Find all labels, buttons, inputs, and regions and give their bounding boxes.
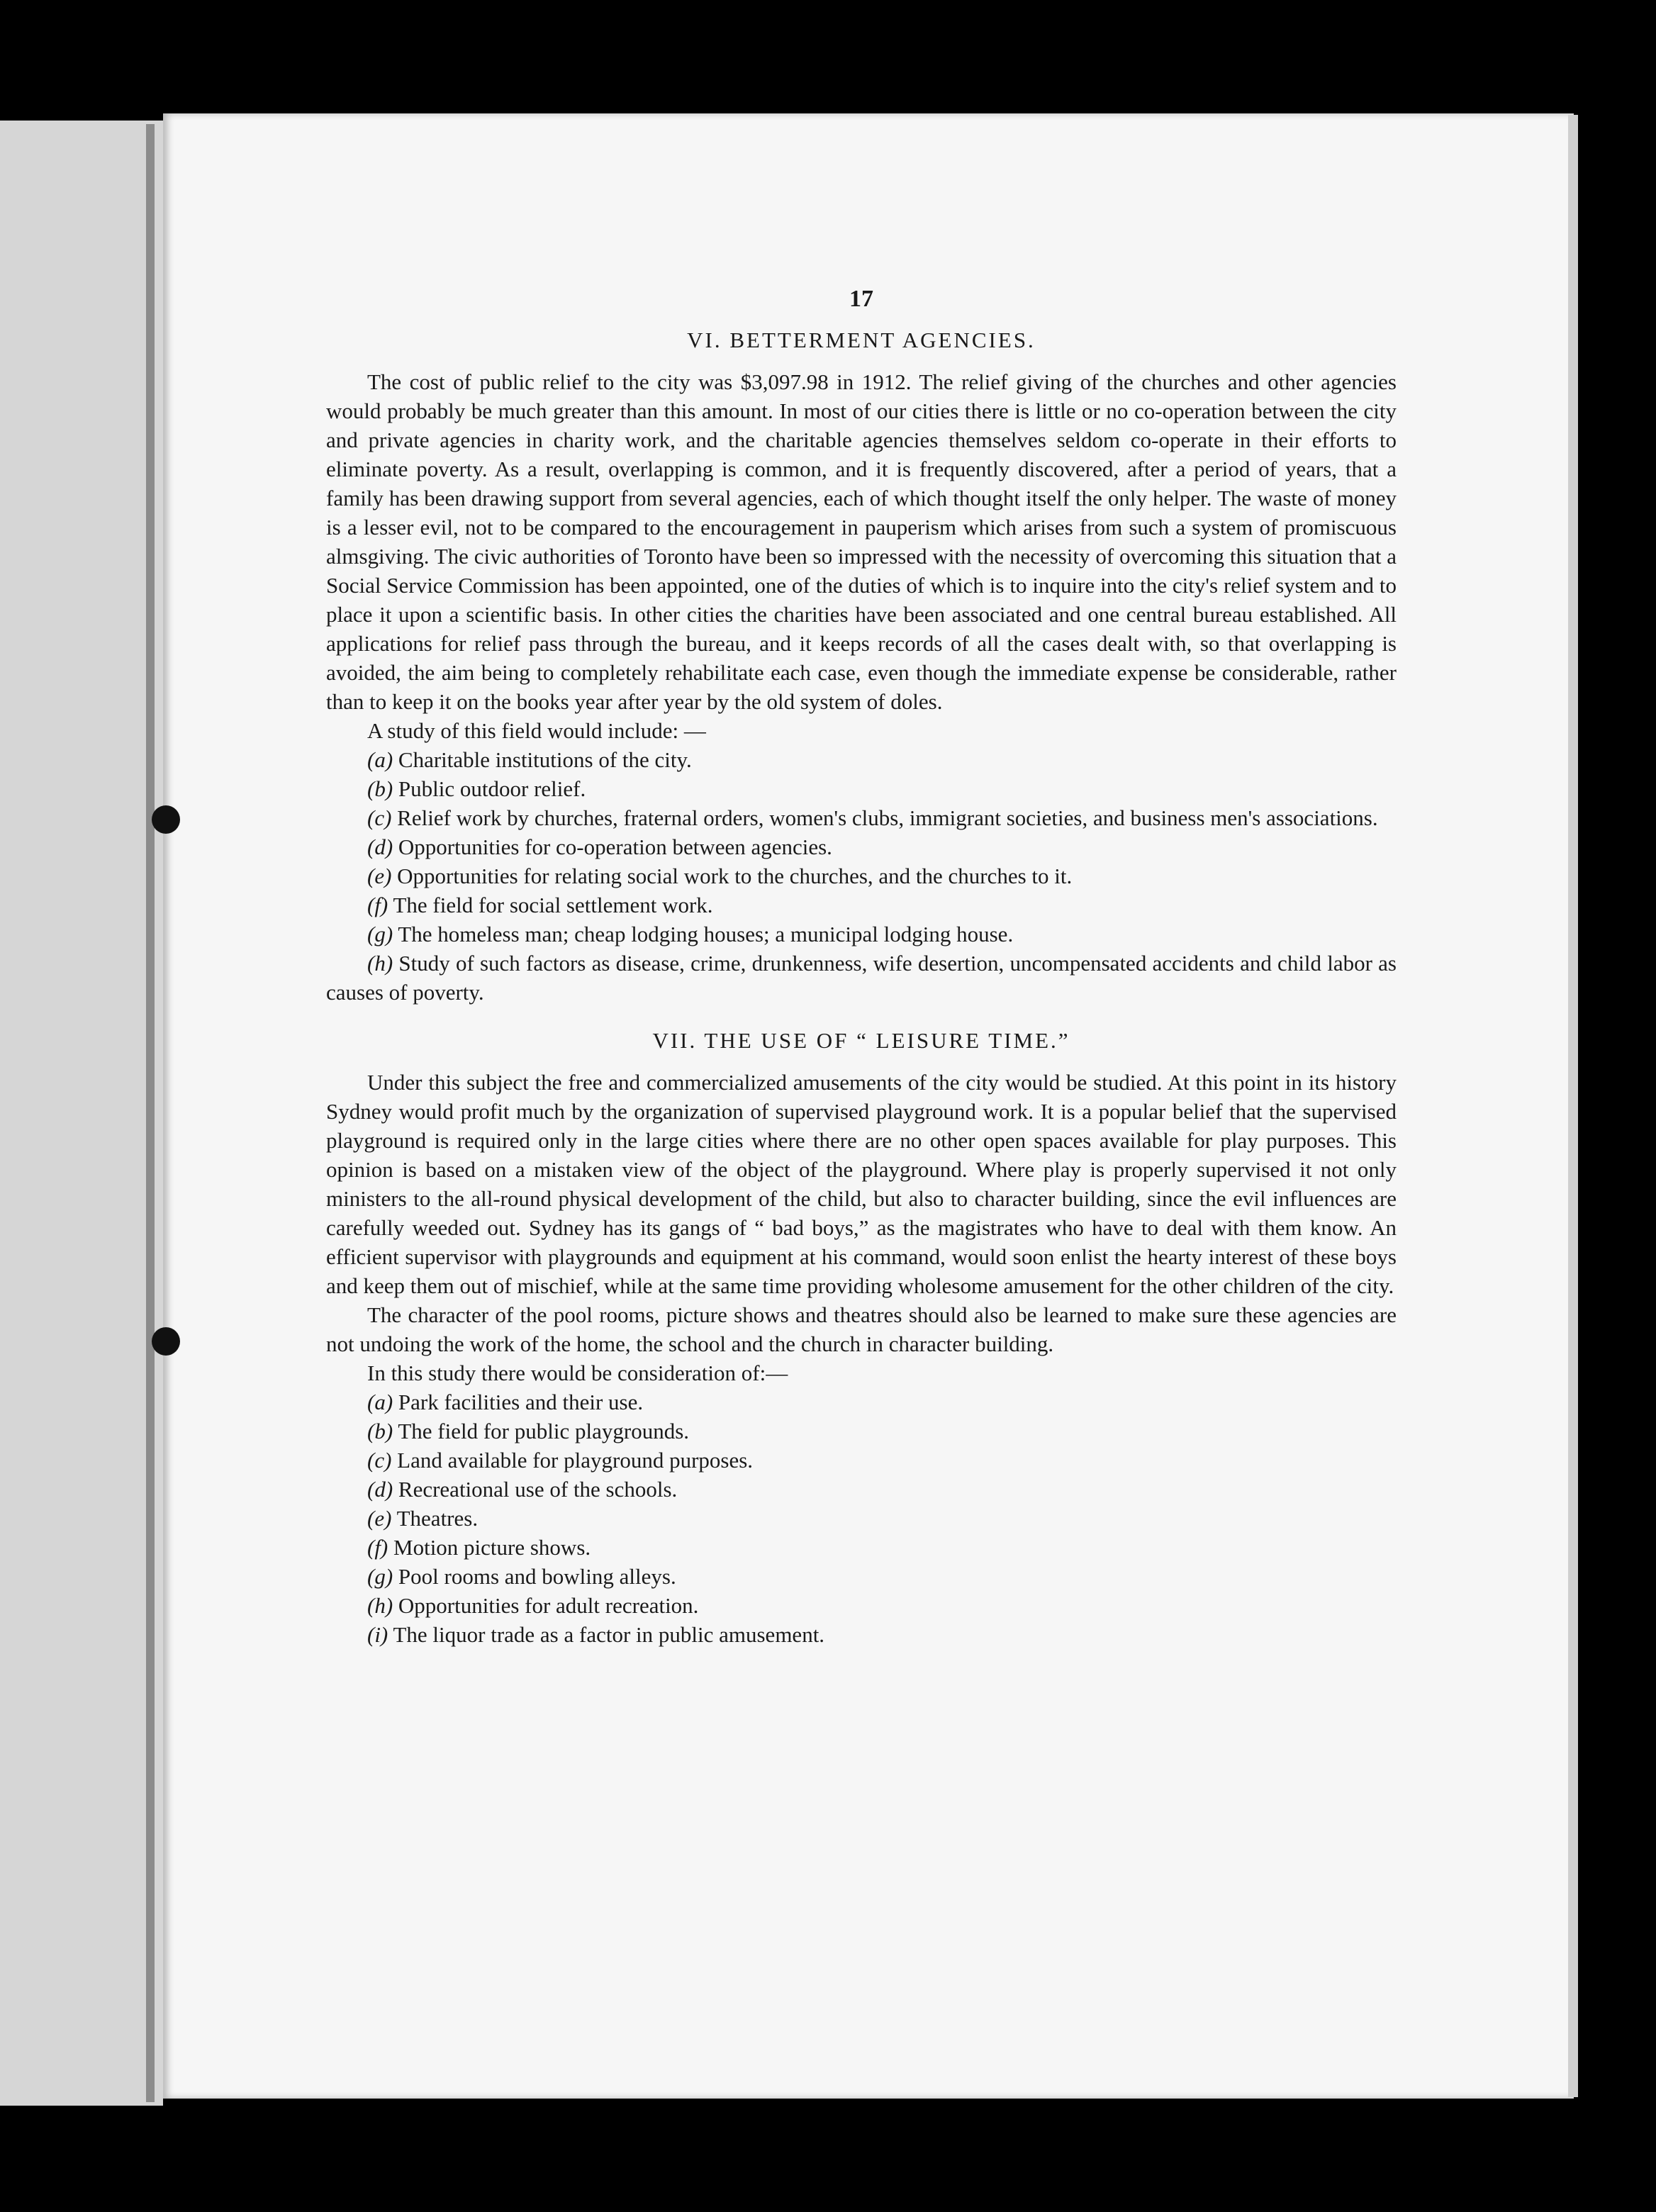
list-item: (h) Opportunities for adult recreation. xyxy=(367,1593,699,1618)
binding-shadow xyxy=(146,124,155,2102)
list-item: (d) Opportunities for co-operation between agencies. xyxy=(367,834,832,859)
page-number: 17 xyxy=(849,286,873,312)
binding-hole-bottom xyxy=(152,1327,180,1356)
section-heading-betterment-agencies: VI. BETTERMENT AGENCIES. xyxy=(687,328,1036,352)
list-item: (e) Theatres. xyxy=(367,1506,479,1531)
list-item: (h) Study of such factors as disease, crime, drunkenness, wife desertion, uncompensated accidents and child labor as causes of poverty. xyxy=(326,951,1397,1005)
list-item: (g) Pool rooms and bowling alleys. xyxy=(367,1564,676,1589)
previous-page-edge xyxy=(0,121,163,2106)
list-item: (i) The liquor trade as a factor in public amusement. xyxy=(367,1622,825,1647)
list-item: (g) The homeless man; cheap lodging houses; a municipal lodging house. xyxy=(367,922,1014,946)
section-heading-leisure-time: VII. THE USE OF “ LEISURE TIME.” xyxy=(652,1028,1070,1053)
list-item: (d) Recreational use of the schools. xyxy=(367,1477,678,1502)
list-item: (a) Charitable institutions of the city. xyxy=(367,747,692,772)
betterment-study-list xyxy=(326,745,1397,1007)
list-item: (b) The field for public playgrounds. xyxy=(367,1419,690,1443)
paragraph: Under this subject the free and commercialized amusements of the city would be studied. At this point in its history Sydney would profit much by the organization of supervised playground work. It is a popular belief that the supervised playground is required only in the large cities where there are no other open spaces available for play purposes. This opinion is based on a mistaken view of the object of the playground. Where play is properly supervised it not only ministers to the all-round physical development of the child, but also to character building, since the evil influences are carefully weeded out. Sydney has its gangs of “ bad boys,” as the magistrates who have to deal with them know. An efficient supervisor with playgrounds and equipment at his command, would soon enlist the hearty interest of these boys and keep them out of mischief, while at the same time providing wholesome amusement for the other children of the city. xyxy=(326,1070,1397,1298)
list-intro: A study of this field would include: — xyxy=(367,718,706,743)
list-item: (f) The field for social settlement work. xyxy=(367,893,713,917)
list-item: (c) Relief work by churches, fraternal orders, women's clubs, immigrant societies, and business men's associations. xyxy=(367,805,1378,830)
paragraph: The character of the pool rooms, picture shows and theatres should also be learned to make sure these agencies are not undoing the work of the home, the school and the church in character building. xyxy=(326,1302,1397,1356)
list-item: (b) Public outdoor relief. xyxy=(367,776,586,801)
list-item: (c) Land available for playground purposes. xyxy=(367,1448,754,1473)
leisure-study-list xyxy=(326,1387,1397,1649)
list-intro: In this study there would be consideration of:— xyxy=(367,1361,788,1385)
list-item: (f) Motion picture shows. xyxy=(367,1535,591,1560)
list-item: (a) Park facilities and their use. xyxy=(367,1390,644,1414)
page-content xyxy=(326,284,1397,1649)
binding-hole-top xyxy=(152,805,180,834)
paragraph: The cost of public relief to the city was $3,097.98 in 1912. The relief giving of the churches and other agencies would probably be much greater than this amount. In most of our cities there is little or no co-operation between the city and private agencies in charity work, and the charitable agencies themselves seldom co-operate in their efforts to eliminate poverty. As a result, overlapping is common, and it is frequently discovered, after a period of years, that a family has been drawing support from several agencies, each of which thought itself the only helper. The waste of money is a lesser evil, not to be compared to the encouragement in pauperism which arises from such a system of promiscuous almsgiving. The civic authorities of Toronto have been so impressed with the necessity of overcoming this situation that a Social Service Commission has been appointed, one of the duties of which is to inquire into the city's relief system and to place it upon a scientific basis. In other cities the charities have been associated and one central bureau established. All applications for relief pass through the bureau, and it keeps records of all the cases dealt with, so that overlapping is avoided, the aim being to completely rehabilitate each case, even though the immediate expense be considerable, rather than to keep it on the books year after year by the old system of doles. xyxy=(326,369,1397,714)
page-edge xyxy=(1568,115,1578,2097)
list-item: (e) Opportunities for relating social work to the churches, and the churches to it. xyxy=(367,864,1073,888)
